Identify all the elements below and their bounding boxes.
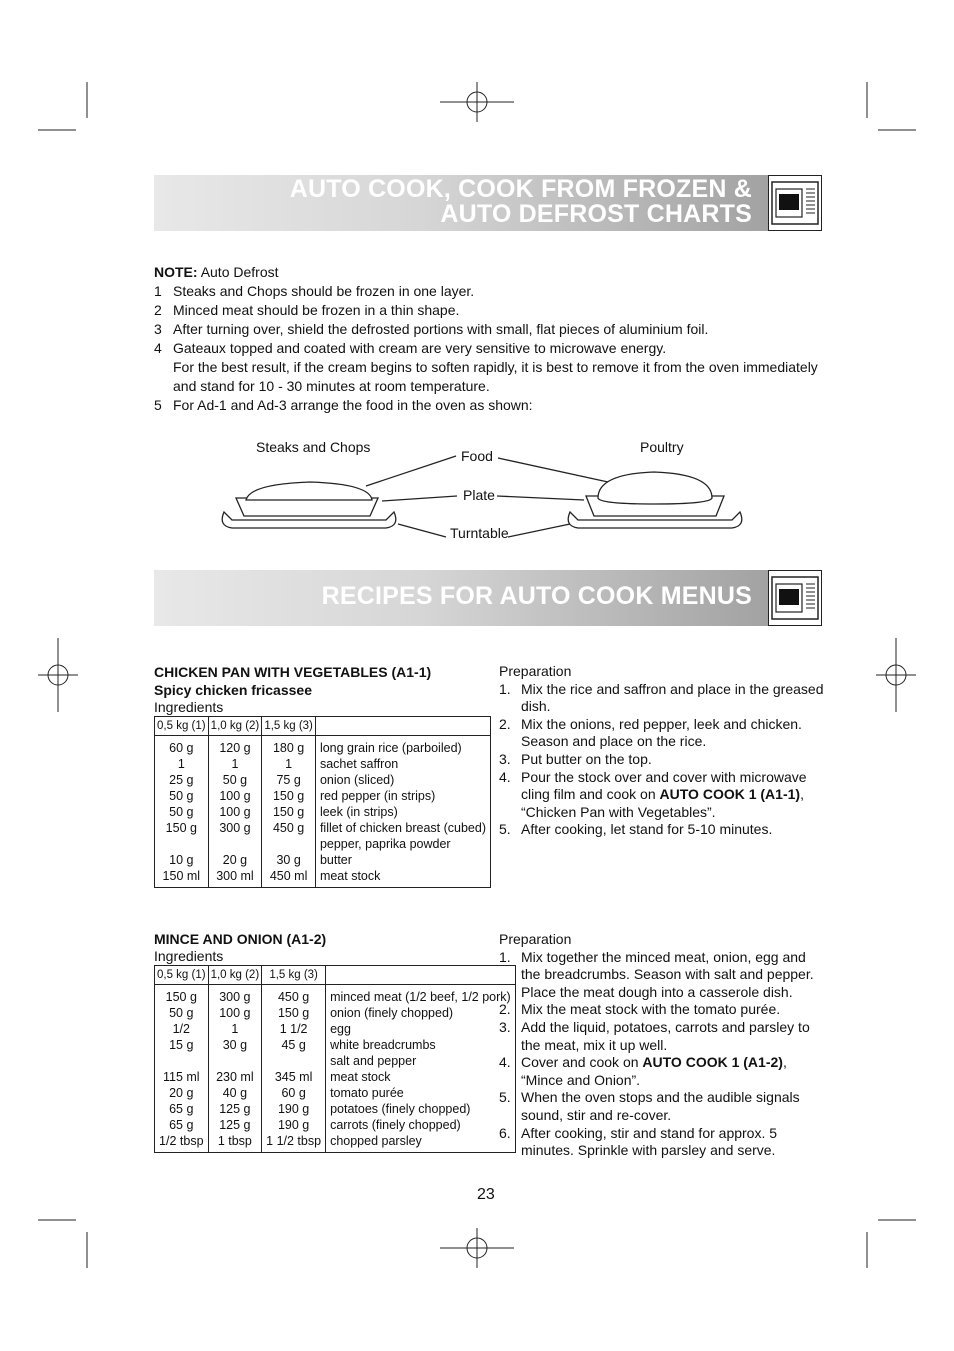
quantity-cell: 50 g: [155, 804, 209, 820]
ingredient-cell: onion (sliced): [315, 772, 490, 788]
quantity-cell: 230 ml: [208, 1069, 262, 1085]
quantity-cell: 1: [262, 756, 316, 772]
quantity-cell: 30 g: [208, 1037, 262, 1053]
microwave-icon: [768, 570, 822, 626]
step-number: 5.: [499, 821, 511, 838]
recipe-mince-onion: [154, 930, 511, 1153]
step-text: Add the liquid, potatoes, carrots and parsley to the meat, mix it up well.: [521, 1018, 810, 1053]
table-header-row: [155, 717, 491, 736]
table-row: [155, 852, 491, 868]
quantity-cell: 300 ml: [208, 868, 262, 888]
table-row: [155, 1085, 516, 1101]
column-header: 0,5 kg (1): [155, 717, 209, 736]
step-text: Pour the stock over and cover with microwave cling film and cook on: [521, 768, 807, 803]
quantity-cell: 25 g: [155, 772, 209, 788]
step-text: Mix the rice and saffron and place in the greased dish.: [521, 680, 824, 715]
step-text: Mix the onions, red pepper, leek and chicken. Season and place on the rice.: [521, 715, 802, 750]
quantity-cell: 100 g: [208, 804, 262, 820]
ingredient-cell: long grain rice (parboiled): [315, 736, 490, 757]
preparation-steps: [499, 681, 824, 839]
quantity-cell: 10 g: [155, 852, 209, 868]
quantity-cell: 1/2: [155, 1021, 209, 1037]
ingredient-cell: onion (finely chopped): [326, 1005, 516, 1021]
table-row: [155, 1117, 516, 1133]
defrost-note: [154, 263, 824, 415]
quantity-cell: [208, 836, 262, 852]
label-poultry: Poultry: [640, 439, 684, 455]
step-number: 6.: [499, 1124, 511, 1141]
quantity-cell: 190 g: [262, 1101, 326, 1117]
quantity-cell: 450 g: [262, 985, 326, 1006]
quantity-cell: [262, 836, 316, 852]
step-number: 2.: [499, 715, 511, 732]
preparation-step: [499, 821, 824, 839]
ingredient-cell: fillet of chicken breast (cubed): [315, 820, 490, 836]
preparation-step: [499, 1125, 824, 1160]
ingredient-cell: meat stock: [326, 1069, 516, 1085]
table-row: [155, 836, 491, 852]
quantity-cell: 45 g: [262, 1037, 326, 1053]
quantity-cell: 40 g: [208, 1085, 262, 1101]
quantity-cell: 1 1/2 tbsp: [262, 1133, 326, 1153]
quantity-cell: 100 g: [208, 1005, 262, 1021]
column-header: 1,0 kg (2): [208, 966, 262, 985]
preparation-step: [499, 769, 824, 822]
step-text: Mix the meat stock with the tomato purée.: [521, 1001, 781, 1018]
quantity-cell: 60 g: [155, 736, 209, 757]
table-row: [155, 985, 516, 1006]
quantity-cell: 15 g: [155, 1037, 209, 1053]
label-plate: Plate: [463, 487, 495, 503]
quantity-cell: [155, 1053, 209, 1069]
ingredient-cell: salt and pepper: [326, 1053, 516, 1069]
step-text: After cooking, stir and stand for approx. 5 minutes. Sprinkle with parsley and serve.: [521, 1124, 778, 1159]
ingredient-cell: leek (in strips): [315, 804, 490, 820]
preparation-label: Preparation: [499, 931, 572, 947]
step-program-name: AUTO COOK 1 (A1-1): [659, 786, 801, 803]
column-header: [326, 966, 516, 985]
quantity-cell: 345 ml: [262, 1069, 326, 1085]
microwave-icon: [768, 175, 822, 231]
quantity-cell: 1 1/2: [262, 1021, 326, 1037]
table-row: [155, 1037, 516, 1053]
quantity-cell: 50 g: [155, 788, 209, 804]
step-number: 4.: [499, 768, 511, 785]
step-text: Put butter on the top.: [521, 750, 652, 767]
step-text: , “Mince and Onion”.: [521, 1054, 787, 1088]
table-row: [155, 756, 491, 772]
quantity-cell: 450 g: [262, 820, 316, 836]
step-number: 2.: [499, 1001, 511, 1018]
ingredient-cell: white breadcrumbs: [326, 1037, 516, 1053]
column-header: 1,5 kg (3): [262, 966, 326, 985]
step-program-name: AUTO COOK 1 (A1-2): [642, 1054, 783, 1071]
quantity-cell: 1 tbsp: [208, 1133, 262, 1153]
section-title: AUTO COOK, COOK FROM FROZEN & AUTO DEFROST CHARTS: [289, 175, 752, 228]
ingredient-cell: egg: [326, 1021, 516, 1037]
note-item: 3 After turning over, shield the defrosted portions with small, flat pieces of aluminium foil.: [154, 321, 709, 337]
step-number: 4.: [499, 1054, 511, 1071]
recipe-chicken-pan: [154, 663, 494, 888]
table-row: [155, 868, 491, 888]
ingredients-label: Ingredients: [154, 948, 224, 964]
note-item: 2 Minced meat should be frozen in a thin shape.: [154, 302, 460, 318]
quantity-cell: 1: [155, 756, 209, 772]
step-text: Cover and cook on: [521, 1054, 643, 1071]
ingredients-table: [154, 716, 491, 888]
step-text: Mix together the minced meat, onion, egg and the breadcrumbs. Season with salt and pepper. Place the meat dough into a casserole dish.: [521, 948, 814, 1000]
label-food: Food: [461, 448, 493, 464]
table-row: [155, 788, 491, 804]
table-header-row: [155, 966, 516, 985]
quantity-cell: 150 g: [262, 788, 316, 804]
label-steaks: Steaks and Chops: [256, 439, 371, 455]
label-turntable: Turntable: [450, 525, 509, 541]
ingredient-cell: meat stock: [315, 868, 490, 888]
ingredient-cell: chopped parsley: [326, 1133, 516, 1153]
quantity-cell: 65 g: [155, 1117, 209, 1133]
preparation-step: [499, 949, 824, 1002]
preparation-step: [499, 1089, 824, 1124]
recipe-title: MINCE AND ONION (A1-2): [154, 931, 327, 947]
ingredient-cell: carrots (finely chopped): [326, 1117, 516, 1133]
table-row: [155, 1101, 516, 1117]
column-header: 1,0 kg (2): [208, 717, 262, 736]
quantity-cell: 75 g: [262, 772, 316, 788]
preparation-step: [499, 751, 824, 769]
section-header-charts: [154, 175, 822, 231]
table-row: [155, 1069, 516, 1085]
section-header-recipes: [154, 570, 822, 626]
quantity-cell: 100 g: [208, 788, 262, 804]
table-row: [155, 1053, 516, 1069]
quantity-cell: 50 g: [208, 772, 262, 788]
quantity-cell: 150 g: [155, 985, 209, 1006]
table-row: [155, 1133, 516, 1153]
step-text: When the oven stops and the audible signals sound, stir and re-cover.: [521, 1089, 800, 1123]
quantity-cell: [262, 1053, 326, 1069]
quantity-cell: 450 ml: [262, 868, 316, 888]
quantity-cell: [208, 1053, 262, 1069]
section-title: RECIPES FOR AUTO COOK MENUS: [321, 582, 752, 610]
quantity-cell: 30 g: [262, 852, 316, 868]
quantity-cell: 20 g: [208, 852, 262, 868]
quantity-cell: [155, 836, 209, 852]
quantity-cell: 60 g: [262, 1085, 326, 1101]
quantity-cell: 150 g: [155, 820, 209, 836]
note-list: [154, 282, 824, 415]
column-header: [315, 717, 490, 736]
column-header: 1,5 kg (3): [262, 717, 316, 736]
quantity-cell: 50 g: [155, 1005, 209, 1021]
note-item: 1 Steaks and Chops should be frozen in one layer.: [154, 283, 475, 299]
table-row: [155, 772, 491, 788]
ingredient-cell: red pepper (in strips): [315, 788, 490, 804]
quantity-cell: 125 g: [208, 1101, 262, 1117]
preparation-step: [499, 681, 824, 716]
recipe-title: CHICKEN PAN WITH VEGETABLES (A1-1): [154, 664, 432, 680]
quantity-cell: 120 g: [208, 736, 262, 757]
preparation-mince-onion: [499, 931, 824, 1160]
column-header: 0,5 kg (1): [155, 966, 209, 985]
ingredient-cell: tomato purée: [326, 1085, 516, 1101]
table-row: [155, 736, 491, 757]
preparation-step: [499, 1054, 824, 1089]
preparation-label: Preparation: [499, 663, 572, 679]
quantity-cell: 125 g: [208, 1117, 262, 1133]
quantity-cell: 1: [208, 1021, 262, 1037]
step-number: 5.: [499, 1089, 511, 1106]
note-item: 4 Gateaux topped and coated with cream are very sensitive to microwave energy. For the best result, if the cream begins to soften rapidly, it is best to remove it from the oven immediately and stand for 10 - 30 minutes at room temperature.: [154, 340, 818, 394]
ingredient-cell: minced meat (1/2 beef, 1/2 pork): [326, 985, 516, 1006]
ingredient-cell: pepper, paprika powder: [315, 836, 490, 852]
preparation-step: [499, 716, 824, 751]
table-row: [155, 820, 491, 836]
table-row: [155, 1005, 516, 1021]
step-text: , “Chicken Pan with Vegetables”.: [521, 786, 804, 820]
ingredients-label: Ingredients: [154, 699, 224, 715]
table-row: [155, 804, 491, 820]
quantity-cell: 1: [208, 756, 262, 772]
preparation-chicken-pan: [499, 663, 824, 839]
quantity-cell: 300 g: [208, 985, 262, 1006]
ingredient-cell: potatoes (finely chopped): [326, 1101, 516, 1117]
quantity-cell: 65 g: [155, 1101, 209, 1117]
quantity-cell: 180 g: [262, 736, 316, 757]
step-text: After cooking, let stand for 5-10 minutes.: [521, 821, 773, 838]
note-heading: NOTE: Auto Defrost: [154, 264, 279, 280]
quantity-cell: 150 ml: [155, 868, 209, 888]
page-number: 23: [477, 1186, 495, 1203]
step-number: 3.: [499, 1018, 511, 1035]
preparation-step: [499, 1001, 824, 1019]
ingredients-table: [154, 965, 516, 1153]
ingredient-cell: sachet saffron: [315, 756, 490, 772]
preparation-steps: [499, 949, 824, 1160]
step-number: 1.: [499, 948, 511, 965]
quantity-cell: 150 g: [262, 804, 316, 820]
quantity-cell: 115 ml: [155, 1069, 209, 1085]
table-row: [155, 1021, 516, 1037]
step-number: 3.: [499, 750, 511, 767]
quantity-cell: 150 g: [262, 1005, 326, 1021]
preparation-step: [499, 1019, 824, 1054]
ingredient-cell: butter: [315, 852, 490, 868]
recipe-subtitle: Spicy chicken fricassee: [154, 682, 312, 698]
quantity-cell: 20 g: [155, 1085, 209, 1101]
quantity-cell: 300 g: [208, 820, 262, 836]
note-item: 5 For Ad-1 and Ad-3 arrange the food in the oven as shown:: [154, 397, 533, 413]
quantity-cell: 1/2 tbsp: [155, 1133, 209, 1153]
step-number: 1.: [499, 680, 511, 697]
quantity-cell: 190 g: [262, 1117, 326, 1133]
